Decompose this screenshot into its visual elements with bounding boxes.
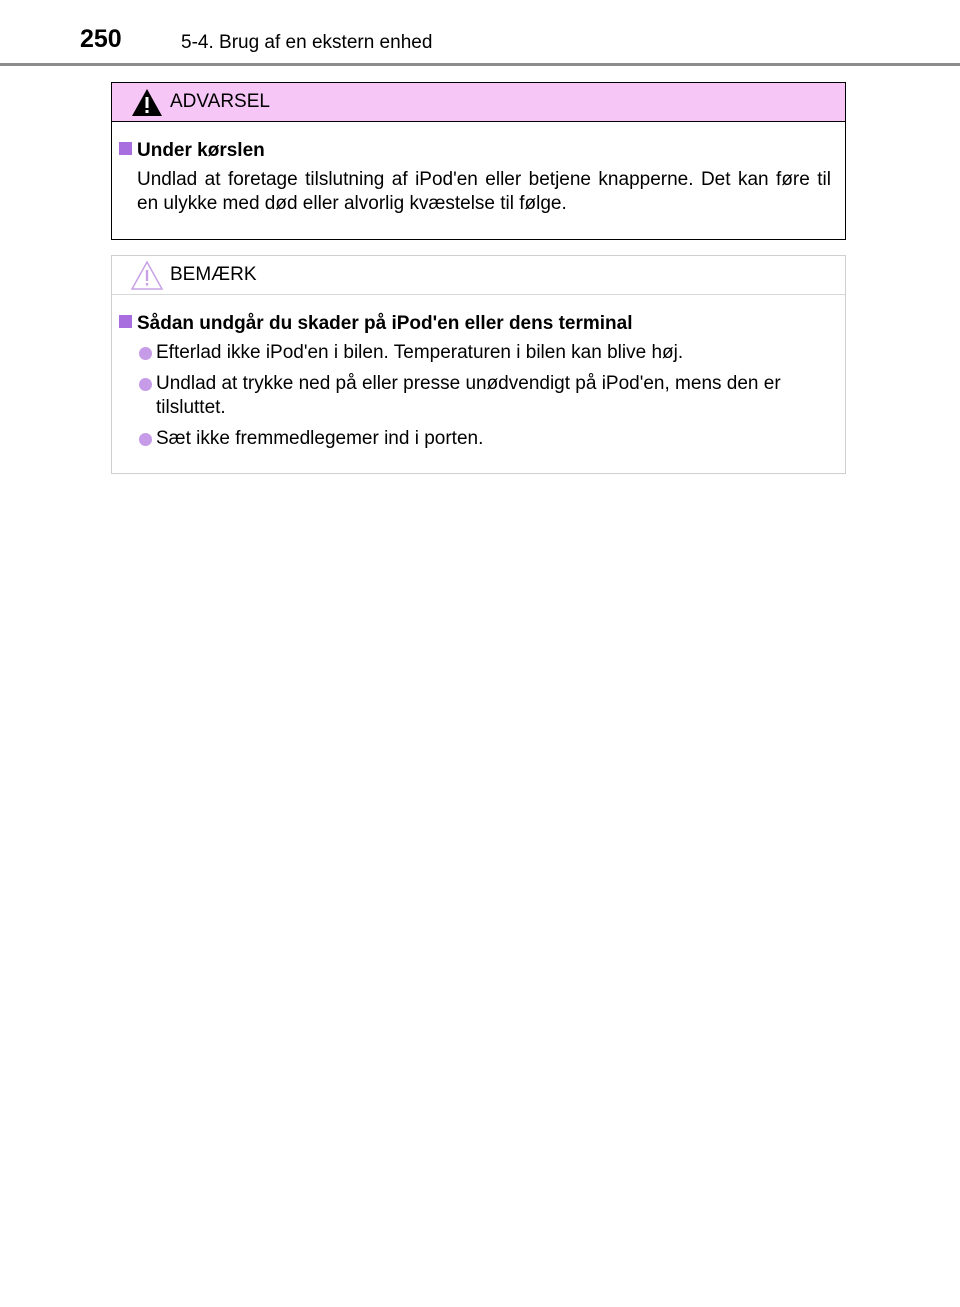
- notice-label: BEMÆRK: [170, 264, 257, 285]
- square-bullet-icon: [119, 142, 132, 155]
- warning-box-header: [112, 83, 845, 122]
- page-number: 250: [80, 25, 122, 53]
- notice-heading: [119, 313, 632, 335]
- warning-heading-text: Under kørslen: [137, 140, 265, 161]
- list-item-text: Efterlad ikke iPod'en i bilen. Temperaturen i bilen kan blive høj.: [156, 342, 684, 363]
- warning-text: Undlad at foretage tilslutning af iPod'en eller betjene knapperne. Det kan føre til en ulykke med død eller alvorlig kvæstelse til følge.: [137, 169, 831, 214]
- warning-box: [111, 82, 846, 240]
- round-bullet-icon: [139, 433, 152, 446]
- round-bullet-icon: [139, 378, 152, 391]
- notice-heading-text: Sådan undgår du skader på iPod'en eller dens terminal: [137, 313, 633, 334]
- list-item: [139, 341, 839, 365]
- section-title: 5-4. Brug af en ekstern enhed: [181, 32, 433, 53]
- warning-triangle-icon: [130, 87, 164, 118]
- list-item: [139, 372, 839, 420]
- notice-box: [111, 255, 846, 474]
- list-item-text: Undlad at trykke ned på eller presse unødvendigt på iPod'en, mens den er tilsluttet.: [156, 373, 781, 418]
- header-divider: [0, 63, 960, 66]
- warning-heading: [119, 140, 265, 162]
- square-bullet-icon: [119, 315, 132, 328]
- list-item: [139, 427, 839, 451]
- warning-label: ADVARSEL: [170, 91, 270, 112]
- caution-triangle-outline-icon: [130, 260, 164, 291]
- page-header: [0, 0, 960, 68]
- round-bullet-icon: [139, 347, 152, 360]
- notice-box-header: [112, 256, 845, 295]
- list-item-text: Sæt ikke fremmedlegemer ind i porten.: [156, 428, 484, 449]
